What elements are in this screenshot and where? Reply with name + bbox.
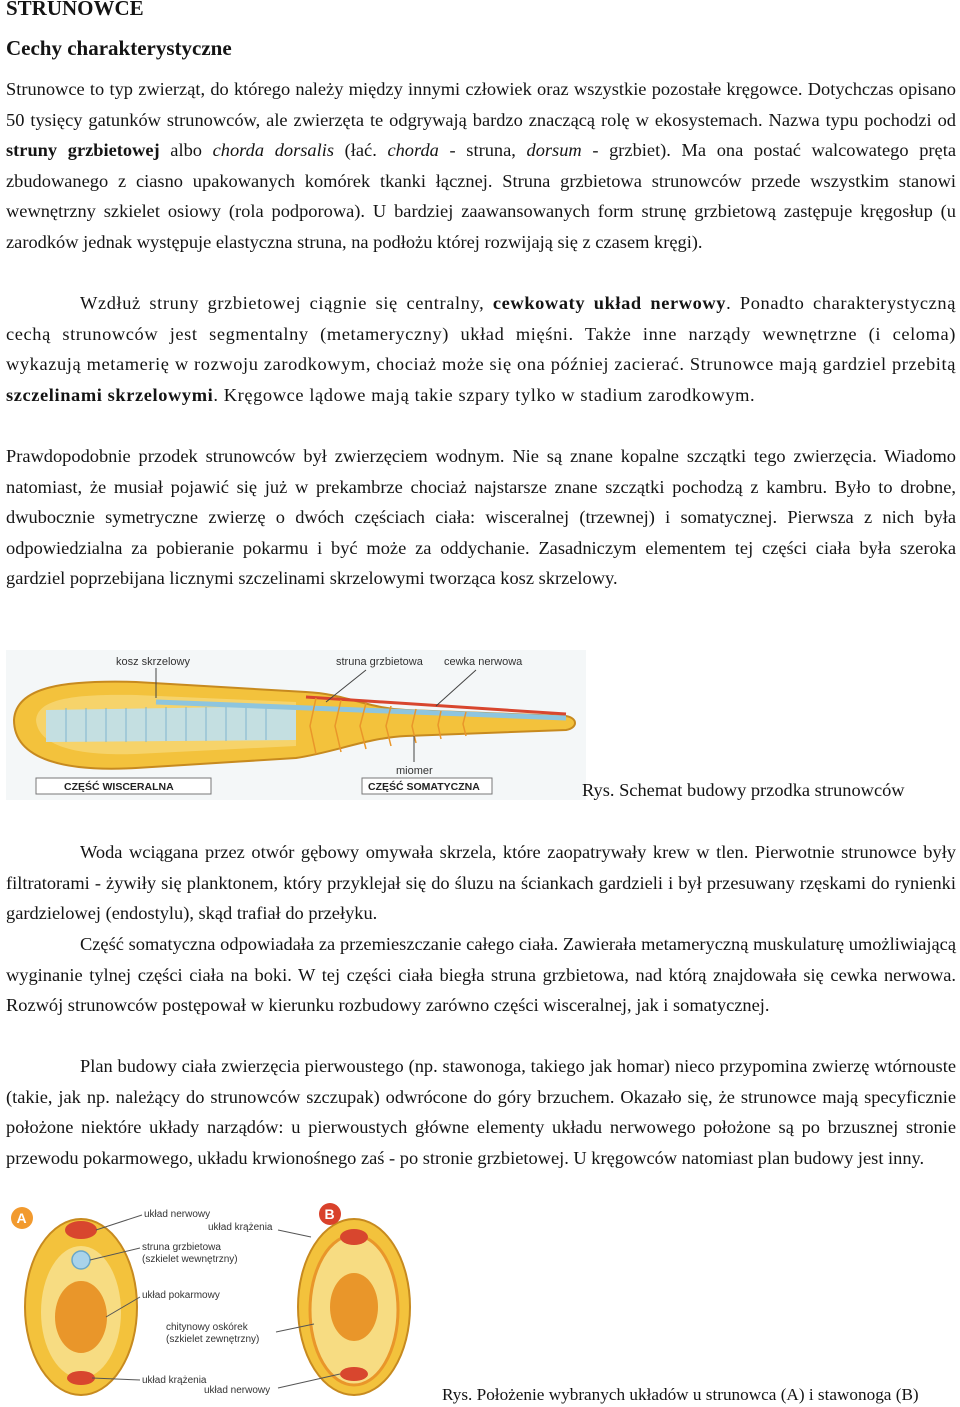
heart-b xyxy=(340,1229,368,1245)
nerve-cord-b xyxy=(340,1367,368,1381)
gut-a xyxy=(55,1281,107,1353)
figure-1-caption: Rys. Schemat budowy przodka strunowców xyxy=(582,780,905,800)
text-run: Strunowce to typ zwierząt, do którego należy między innymi człowiek oraz wszystkie pozostałe kręgowce. Dotychczas opisano 50 tysięcy gatunków strunowców, ale zwierzęta te odgrywają bardzo znaczącą rolę w ekosystemach. Nazwa typu pochodzi od xyxy=(6,79,956,130)
paragraph-4: Woda wciągana przez otwór gębowy omywała skrzela, które zaopatrywały krew w tlen. Pierwotnie strunowce były filtratorami - żywiły się planktonem, który przyklejał się do śluzu na ściankach gardzieli i był przesuwany rzęskami do rynienki gardzielowej (endostylu), skąd trafiał do przełyku. xyxy=(6,842,956,924)
text-run: . Kręgowce lądowe mają takie szpary tylko w stadium zarodkowym. xyxy=(213,384,756,405)
paragraph-6: Plan budowy ciała zwierzęcia pierwoustego (np. stawonoga, takiego jak homar) nieco przypomina zwierzę wtórnouste (takie, jak np. należący do strunowców szczupak) odwrócone do góry brzuchem. Okazało się, że strunowce mają specyficznie położone niektóre układy narządów: u pierwoustych główne elementy układu nerwowego położone są po brzusznej stronie przewodu pokarmowego, układu krwionośnego zaś - po stronie grzbietowej. U kręgowców natomiast plan budowy jest inny. xyxy=(6,1056,956,1168)
figure-2-caption: Rys. Położenie wybranych układów u strunowca (A) i stawonoga (B) xyxy=(442,1385,919,1404)
label-nervous-system-top: układ nerwowy xyxy=(144,1209,211,1220)
paragraph-2 xyxy=(6,288,956,410)
bold-term-notochord: struny grzbietowej xyxy=(6,140,160,161)
bold-term-nervous-system: cewkowaty układ nerwowy xyxy=(492,293,727,313)
text-run: albo xyxy=(159,140,213,161)
text-run: . Ponadto charakterystyczną cechą strunowców jest segmentalny (metameryczny) układ mięśni. Także inne narządy wewnętrzne (i celoma) wykazują metamerię w rozwoju zarodkowym, chociaż może się ona później zacierać. Strunowce mają gardziel przebitą xyxy=(6,293,956,375)
label-external-skeleton: (szkielet zewnętrzny) xyxy=(166,1334,260,1345)
latin-term: chorda xyxy=(387,140,439,161)
heart-a xyxy=(67,1371,95,1385)
section-heading: Cechy charakterystyczne xyxy=(6,36,232,60)
latin-term: chorda dorsalis xyxy=(212,140,334,161)
page-title: STRUNOWCE xyxy=(6,0,144,20)
notochord-a xyxy=(72,1251,90,1269)
text-run: Wzdłuż struny grzbietowej ciągnie się centralny, xyxy=(80,293,493,313)
label-myomere: miomer xyxy=(396,765,433,777)
label-notochord: struna grzbietowa xyxy=(142,1242,221,1253)
ancestor-diagram xyxy=(6,650,586,800)
gill-basket xyxy=(46,706,296,742)
label-digestive-system: układ pokarmowy xyxy=(142,1290,220,1301)
label-circulatory-top: układ krążenia xyxy=(208,1222,273,1233)
label-nervous-system-bottom: układ nerwowy xyxy=(204,1385,271,1396)
badge-a-letter: A xyxy=(16,1210,27,1226)
body-plan-diagram xyxy=(6,1202,426,1407)
chordate-cross-section xyxy=(25,1219,137,1395)
text-run: - struna, xyxy=(438,140,527,161)
latin-term: dorsum xyxy=(526,140,582,161)
gut-b xyxy=(330,1273,378,1341)
label-circulatory-bottom: układ krążenia xyxy=(142,1375,207,1386)
badge-b-letter: B xyxy=(324,1206,335,1222)
label-nerve-cord: cewka nerwowa xyxy=(444,656,523,668)
label-internal-skeleton: (szkielet wewnętrzny) xyxy=(142,1254,238,1265)
paragraph-5: Część somatyczna odpowiadała za przemieszczanie całego ciała. Zawierała metameryczną muskulaturę umożliwiającą wyginanie tylnej części ciała na boki. W tej części ciała biegła struna grzbietowa, nad którą znajdowała się cewka nerwowa. Rozwój strunowców postępował w kierunku rozbudowy zarówno części wisceralnej, jak i somatycznej. xyxy=(6,934,956,1016)
nerve-cord-a xyxy=(65,1221,97,1239)
text-run: - grzbiet). Ma ona postać walcowatego pręta zbudowanego z ciasno upakowanych komórek tkanki łącznej. Struna grzbietowa strunowców przede wszystkim stanowi wewnętrzny szkielet osiowy (rola podporowa). U bardziej zaawansowanych form strunę grzbietową zastępuje kręgosłup (u zarodków jednak występuje elastyczna struna, na podłożu której rozwijają się z czasem kręgi). xyxy=(6,140,956,252)
label-visceral-part: CZĘŚĆ WISCERALNA xyxy=(64,781,174,793)
label-somatic-part: CZĘŚĆ SOMATYCZNA xyxy=(368,781,480,793)
text-run: (łać. xyxy=(333,140,388,161)
paragraph-1 xyxy=(6,74,956,258)
label-gill-basket: kosz skrzelowy xyxy=(116,656,190,668)
paragraph-3: Prawdopodobnie przodek strunowców był zwierzęciem wodnym. Nie są znane kopalne szczątki tego zwierzęcia. Wiadomo natomiast, że musiał pojawić się już w prekambrze chociaż najstarsze znane szczątki pochodzą z kambru. Było to drobne, dwubocznie symetryczne zwierzę o dwóch częściach ciała: wisceralnej (trzewnej) i somatycznej. Pierwsza z nich była odpowiedzialna za pobieranie pokarmu i być może za oddychanie. Zasadniczym elementem tej części ciała była szeroka gardziel poprzebijana licznymi szczelinami skrzelowymi tworząca kosz skrzelowy. xyxy=(6,446,956,589)
bold-term-gill-slits: szczelinami skrzelowymi xyxy=(6,384,214,405)
arthropod-cross-section xyxy=(298,1219,410,1395)
label-notochord: struna grzbietowa xyxy=(336,656,423,668)
label-chitin-cuticle: chitynowy oskórek xyxy=(166,1322,248,1333)
